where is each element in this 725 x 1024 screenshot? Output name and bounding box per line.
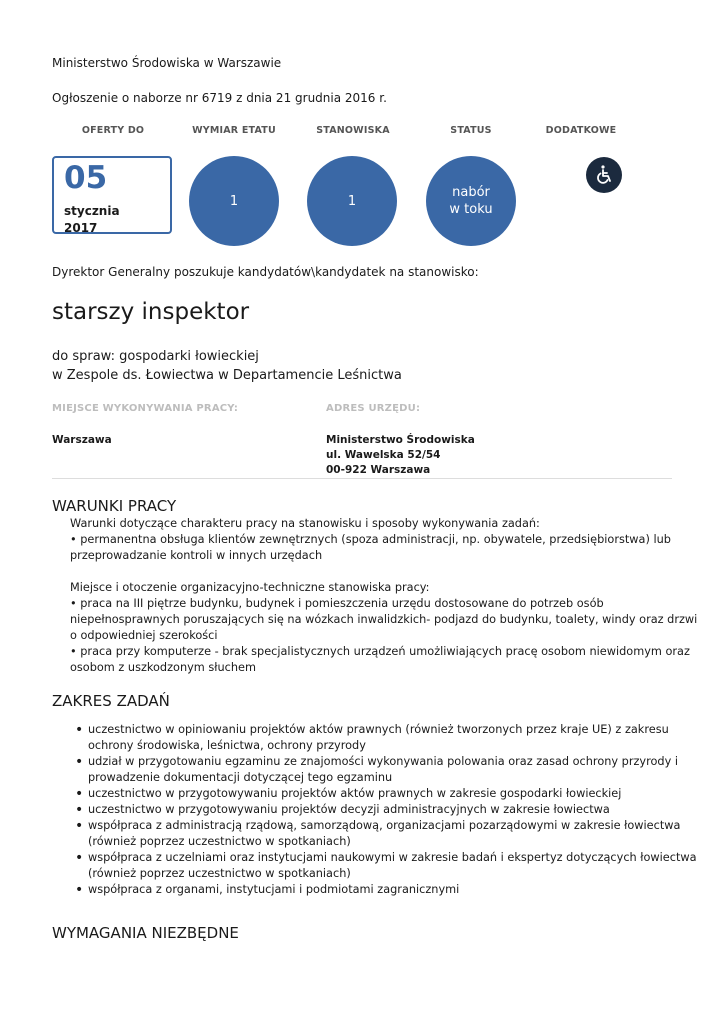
divider xyxy=(52,478,672,479)
conditions-line: niepełnosprawnych poruszających się na wózkach inwalidzkich- podjazd do budynku, toalety, windy oraz drzwi xyxy=(70,613,698,626)
conditions-line: • praca na III piętrze budynku, budynek i pomieszczenia urzędu dostosowane do potrzeb osób xyxy=(70,597,604,610)
job-title: starszy inspektor xyxy=(52,299,250,325)
task-line: • udział w przygotowaniu egzaminu ze znajomości wykonywania polowania oraz zasad ochrony przyrody i xyxy=(88,755,678,768)
deadline-box xyxy=(52,156,172,234)
task-line: • współpraca z uczelniami oraz instytucjami naukowymi w zakresie badań i ekspertyz dotyczących łowiectwa xyxy=(88,851,697,864)
list-item xyxy=(88,802,708,818)
working-conditions-title: WARUNKI PRACY xyxy=(52,497,177,515)
deadline-year: 2017 xyxy=(64,221,98,235)
working-conditions-text xyxy=(70,516,698,676)
task-line: • uczestnictwo w opiniowaniu projektów aktów prawnych (również tworzonych przez kraje UE) z zakresu xyxy=(88,723,669,736)
task-line: • uczestnictwo w przygotowywaniu projektów aktów prawnych w zakresie gospodarki łowieckiej xyxy=(88,787,622,800)
task-line: (również poprzez uczestnictwo w spotkaniach) xyxy=(88,867,351,880)
header-positions: STANOWISKA xyxy=(316,125,390,136)
address-line-3: 00-922 Warszawa xyxy=(326,464,431,476)
workplace-value: Warszawa xyxy=(52,434,112,446)
task-line: (również poprzez uczestnictwo w spotkaniach) xyxy=(88,835,351,848)
task-line: prowadzenie dokumentacji dotyczącej tego egzaminu xyxy=(88,771,393,784)
conditions-line: przeprowadzanie kontroli w innych urzędach xyxy=(70,549,323,562)
office-address xyxy=(326,433,475,478)
conditions-line: osobom z uszkodzonym słuchem xyxy=(70,661,256,674)
header-workload: WYMIAR ETATU xyxy=(192,125,276,136)
workload-circle xyxy=(189,156,279,246)
workload-value: 1 xyxy=(229,193,239,209)
announcement-line: Ogłoszenie o naborze nr 6719 z dnia 21 grudnia 2016 r. xyxy=(52,91,387,105)
list-item xyxy=(88,754,708,786)
header-status: STATUS xyxy=(450,125,492,136)
conditions-line: • praca przy komputerze - brak specjalistycznych urządzeń umożliwiających pracę osobom niewidomym oraz xyxy=(70,645,690,658)
office-name: Ministerstwo Środowiska w Warszawie xyxy=(52,56,282,70)
job-subtitle-line-2: w Zespole ds. Łowiectwa w Departamencie Leśnictwa xyxy=(52,368,402,383)
deadline-month: stycznia xyxy=(64,204,120,218)
intro-text: Dyrektor Generalny poszukuje kandydatów\kandydatek na stanowisko: xyxy=(52,265,479,279)
list-item xyxy=(88,818,708,850)
task-line: • współpraca z organami, instytucjami i podmiotami zagranicznymi xyxy=(88,883,460,896)
requirements-title: WYMAGANIA NIEZBĘDNE xyxy=(52,924,239,942)
task-line: ochrony środowiska, leśnictwa, ochrony przyrody xyxy=(88,739,366,752)
positions-circle xyxy=(307,156,397,246)
list-item xyxy=(88,722,708,754)
status-circle xyxy=(426,156,516,246)
positions-value: 1 xyxy=(347,193,357,209)
deadline-day: 05 xyxy=(64,160,108,196)
job-subtitle xyxy=(52,347,402,385)
address-line-2: ul. Wawelska 52/54 xyxy=(326,449,441,461)
conditions-spacer xyxy=(70,564,670,580)
list-item xyxy=(88,850,708,882)
wheelchair-icon xyxy=(586,157,622,193)
task-line: • uczestnictwo w przygotowywaniu projektów decyzji administracyjnych w zakresie łowiectwa xyxy=(88,803,610,816)
job-subtitle-line-1: do spraw: gospodarki łowieckiej xyxy=(52,349,259,364)
conditions-line: Warunki dotyczące charakteru pracy na stanowisku i sposoby wykonywania zadań: xyxy=(70,517,540,530)
conditions-line: o odpowiedniej szerokości xyxy=(70,629,218,642)
tasks-list xyxy=(52,722,708,898)
header-additional: DODATKOWE xyxy=(545,125,617,136)
address-line-1: Ministerstwo Środowiska xyxy=(326,434,475,446)
conditions-line: Miejsce i otoczenie organizacyjno-techniczne stanowiska pracy: xyxy=(70,581,430,594)
deadline-month-year xyxy=(64,203,120,237)
task-line: • współpraca z administracją rządową, samorządową, organizacjami pozarządowymi w zakresie łowiectwa xyxy=(88,819,681,832)
list-item xyxy=(88,882,708,898)
address-label: ADRES URZĘDU: xyxy=(326,403,421,414)
header-offers-until: OFERTY DO xyxy=(81,125,145,136)
status-line-1: nabór xyxy=(452,185,490,200)
tasks-title: ZAKRES ZADAŃ xyxy=(52,692,170,710)
list-item xyxy=(88,786,708,802)
conditions-line: • permanentna obsługa klientów zewnętrznych (spoza administracji, np. obywatele, przedsiębiorstwa) lub xyxy=(70,533,671,546)
workplace-label: MIEJSCE WYKONYWANIA PRACY: xyxy=(52,403,239,414)
status-line-2: w toku xyxy=(449,202,493,217)
